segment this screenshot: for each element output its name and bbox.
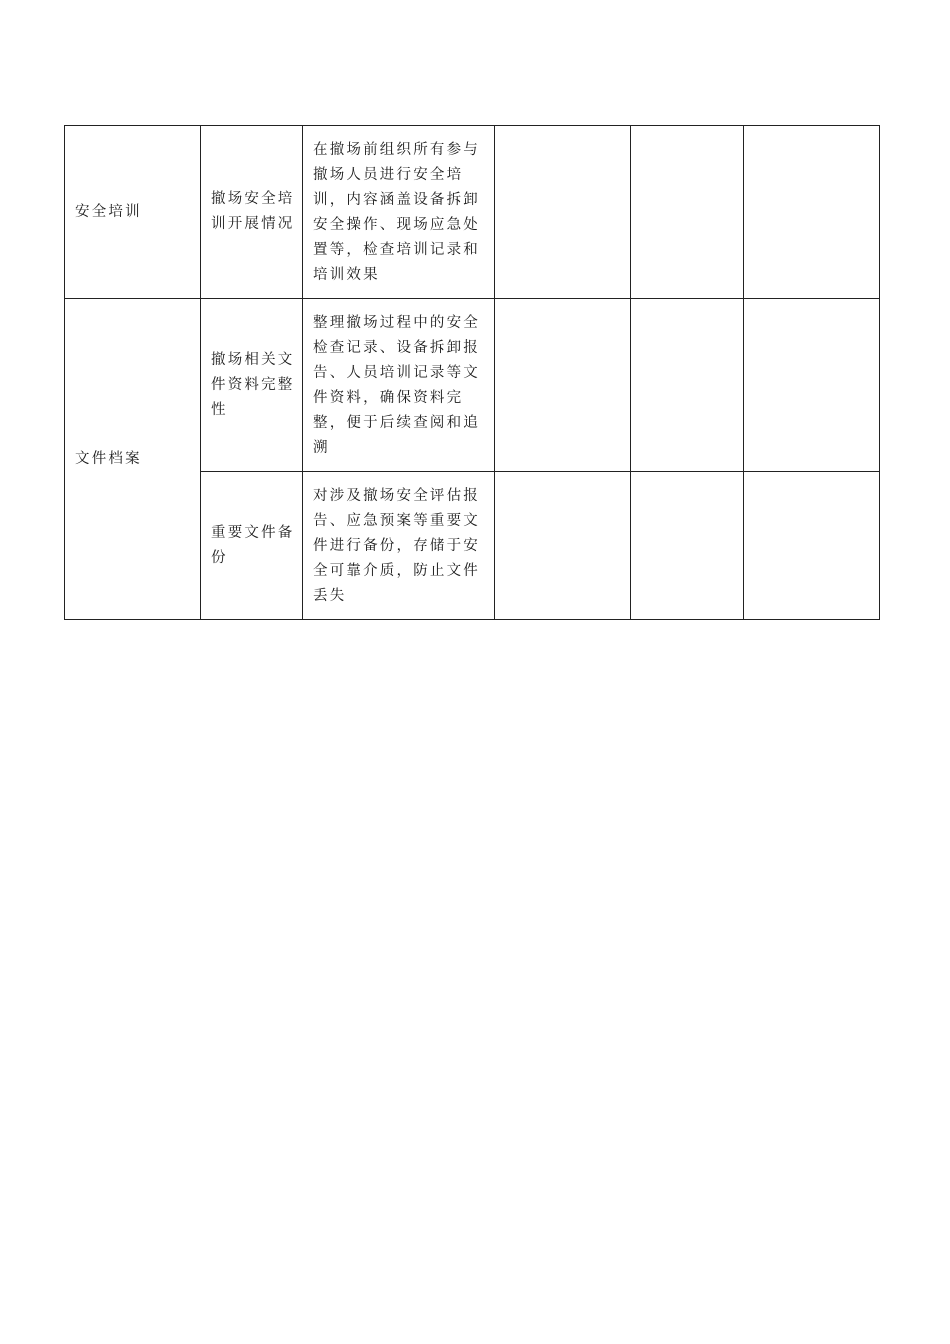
table-row (65, 126, 880, 299)
empty-cell (744, 126, 880, 299)
item-label: 撤场相关文件资料完整性 (211, 351, 295, 418)
empty-cell (631, 472, 744, 620)
item-label: 重要文件备份 (211, 524, 295, 566)
empty-cell (631, 299, 744, 472)
category-label: 文件档案 (75, 450, 142, 467)
table-row (65, 299, 880, 472)
category-cell (65, 299, 201, 620)
empty-cell (631, 126, 744, 299)
item-label: 撤场安全培训开展情况 (211, 191, 295, 232)
item-cell (201, 126, 303, 299)
description-text: 对涉及撤场安全评估报告、应急预案等重要文件进行备份，存储于安全可靠介质，防止文件丢失 (313, 488, 480, 604)
empty-cell (495, 126, 631, 299)
empty-cell (744, 472, 880, 620)
description-text: 整理撤场过程中的安全检查记录、设备拆卸报告、人员培训记录等文件资料，确保资料完整，便于后续查阅和追溯 (313, 315, 480, 456)
empty-cell (744, 299, 880, 472)
category-cell (65, 126, 201, 299)
description-cell (303, 126, 495, 299)
description-text: 在撤场前组织所有参与撤场人员进行安全培训，内容涵盖设备拆卸安全操作、现场应急处置等，检查培训记录和培训效果 (313, 142, 480, 283)
description-cell (303, 299, 495, 472)
item-cell (201, 299, 303, 472)
item-cell (201, 472, 303, 620)
empty-cell (495, 472, 631, 620)
empty-cell (495, 299, 631, 472)
category-label: 安全培训 (75, 203, 142, 220)
safety-checklist-table (64, 125, 880, 620)
description-cell (303, 472, 495, 620)
